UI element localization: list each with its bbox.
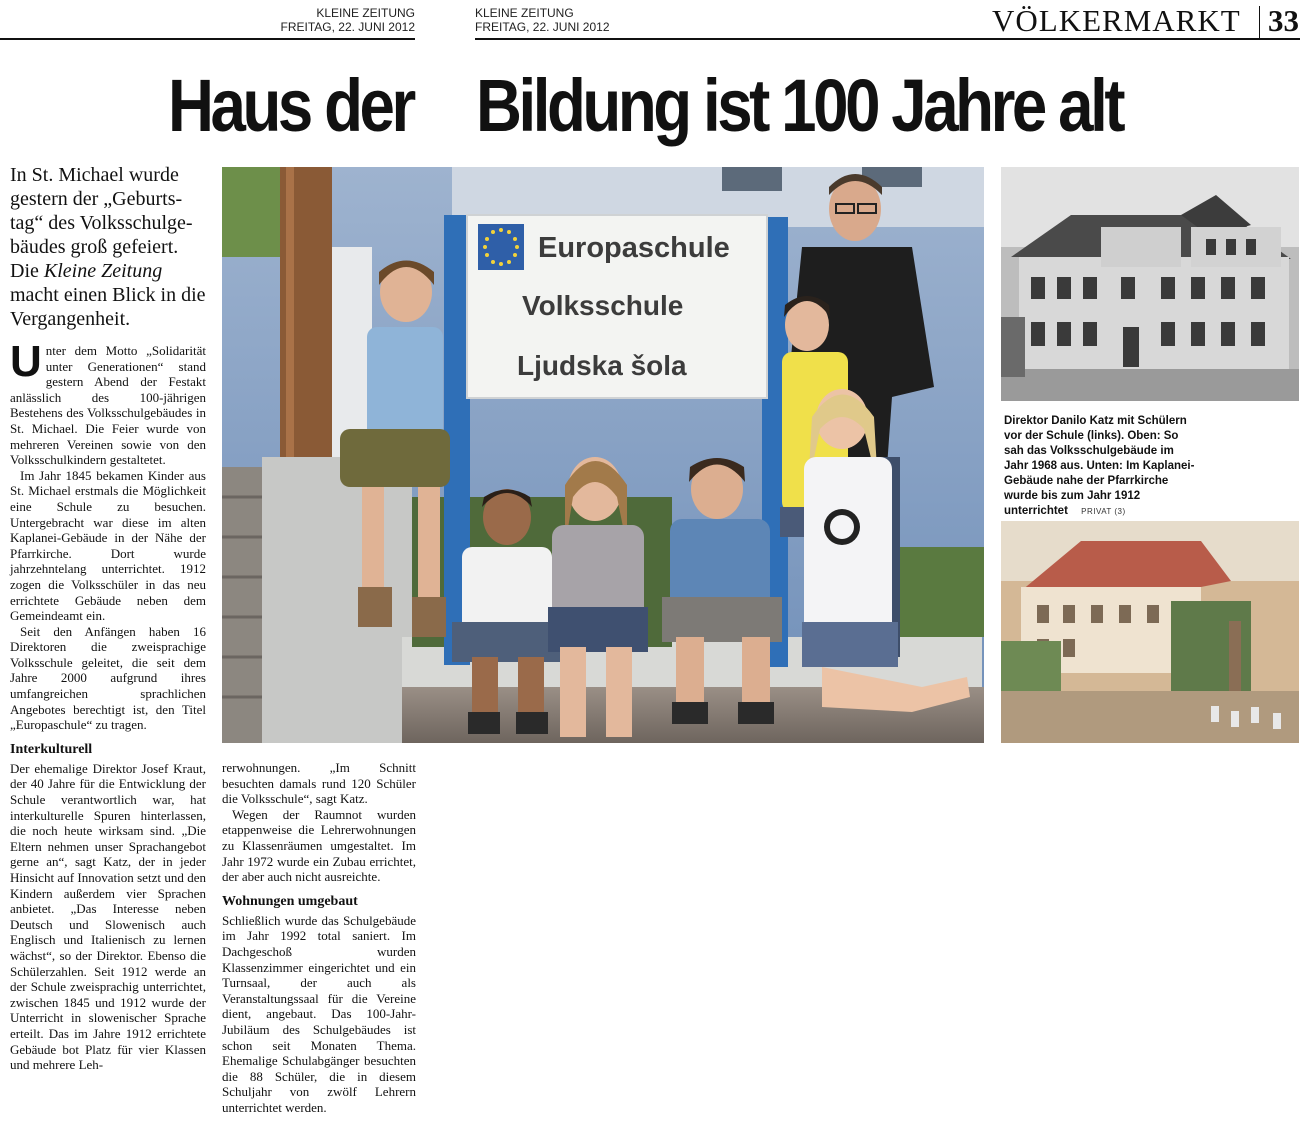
header-rule-right: [475, 38, 1300, 40]
photo-credit: PRIVAT (3): [1081, 507, 1126, 516]
photo-caption: [1004, 414, 1200, 519]
kaplanei-photo: [1001, 521, 1299, 743]
paragraph-1-text: nter dem Motto „Solidarität unter Generationen“ stand gestern Abend der Festakt anlässlich des 100-jährigen Bestehens des Volksschulgebäudes in St. Michael. Die Feier wurde von mehreren Vereinen sowie von den Volksschulkindern gestaltetet.: [10, 343, 206, 468]
subhead-interkulturell: Interkulturell: [10, 741, 93, 757]
caption-text: Direktor Danilo Katz mit Schülern vor der Schule (links). Oben: So sah das Volksschulgebäude im Jahr 1968 aus. Unten: Im Kaplanei-Gebäude nahe der Pfarrkirche wurde bis zum Jahr 1912 unterrichtet: [1004, 415, 1195, 517]
sign-line-3: Ljudska šola: [517, 350, 687, 381]
intro-part1: In St. Michael wurde gestern der „Geburts-tag“ des Volksschulge-bäudes groß gefeiert. Die: [10, 164, 193, 282]
page-number: 33: [1268, 3, 1299, 38]
sign-line-1: Europaschule: [538, 232, 730, 264]
article-column-1: [10, 337, 206, 1073]
paper-name-left: KLEINE ZEITUNG: [316, 6, 415, 20]
intro-part2: macht einen Blick in die Vergangenheit.: [10, 284, 206, 330]
header-left: [250, 6, 415, 34]
paragraph-4: Der ehemalige Direktor Josef Kraut, der 40 Jahre für die Entwicklung der Schule verantwortlich war, hat interkulturelle Spuren hinterlassen, die noch heute wirksam sind. „Die Eltern nehmen unser Sprachangebot gerne an“, sagt Katz, der in jeder Hinsicht auf Innovation setzt und den Kindern außerdem vier Sprachen anbietet. „Das Interesse neben Deutsch und Slowenisch auch Englisch und Italienisch zu lernen wächst“, so der Direktor. Ebenso die Schülerzahlen. Seit 1912 werde an der Schule zweisprachig unterrichtet, zwischen 1845 und 1912 wurde der Unterricht in slowenischer Sprache erteilt. Das im Jahre 1912 errichtete Gebäude bot Platz für vier Klassen und mehrere Leh-: [10, 760, 206, 1073]
section-title: VÖLKERMARKT: [992, 3, 1241, 38]
date-right: FREITAG, 22. JUNI 2012: [475, 20, 610, 34]
paragraph-6: Wegen der Raumnot wurden etappenweise die Lehrerwohnungen zu Klassenräumen umgestaltet. Im Jahr 1972 wurde ein Zubau errichtet, der aber auch nicht ausreichte.: [222, 806, 416, 885]
header-right-meta: [475, 6, 675, 34]
sign-line-2: Volksschule: [522, 290, 684, 321]
paper-name-right: KLEINE ZEITUNG: [475, 6, 574, 20]
header-separator: [1259, 6, 1260, 38]
subhead-wohnungen: Wohnungen umgebaut: [222, 893, 358, 909]
article-column-2: [222, 760, 416, 1115]
headline-right: Bildung ist 100 Jahre alt: [476, 64, 1123, 147]
kaplanei-photo-illustration: [1001, 521, 1299, 743]
historic-photo-1968: [1001, 167, 1299, 401]
drop-cap: U: [10, 337, 42, 386]
main-photo-illustration: [222, 167, 984, 743]
date-left: FREITAG, 22. JUNI 2012: [280, 20, 415, 34]
paragraph-3: Seit den Anfängen haben 16 Direktoren die zweisprachige Volksschule geleitet, die seit dem Jahre 2000 aufgrund ihres umfangreichen sprachlichen Angebotes berechtigt ist, den Titel „Europaschule“ zu tragen.: [10, 623, 206, 733]
headline-left: Haus der: [168, 64, 413, 147]
header-rule-left: [0, 38, 415, 40]
intro-text: [10, 163, 210, 331]
paragraph-7: Schließlich wurde das Schulgebäude im Jahr 1992 total saniert. Im Dachgeschoß wurden Klassenzimmer eingerichtet und ein Turnsaal, der auch als Veranstaltungssaal für die Vereine dient, angebaut. Das 100-Jahr-Jubiläum des Schulgebäudes ist schon seit Monaten Thema. Ehemalige Schulabgänger besuchten die 88 Schüler, die in diesem Schuljahr von zwölf Lehrern unterrichtet werden.: [222, 912, 416, 1115]
paragraph-5: rerwohnungen. „Im Schnitt besuchten damals rund 120 Schüler die Volksschule“, sagt Katz.: [222, 760, 416, 807]
main-photo: [222, 167, 984, 743]
paragraph-2: Im Jahr 1845 bekamen Kinder aus St. Michael erstmals die Möglichkeit eine Schule zu besuchen. Untergebracht war diese im alten Kaplanei-Gebäude in der Nähe der Pfarrkirche. Dort wurde jahrzehntelang unterrichtet. 1912 zogen die Volksschüler in das neu errichtete Gebäude neben dem Gemeindeamt ein.: [10, 467, 206, 624]
historic-photo-illustration: [1001, 167, 1299, 401]
intro-italic: Kleine Zeitung: [43, 260, 163, 282]
paragraph-1: [10, 337, 206, 468]
